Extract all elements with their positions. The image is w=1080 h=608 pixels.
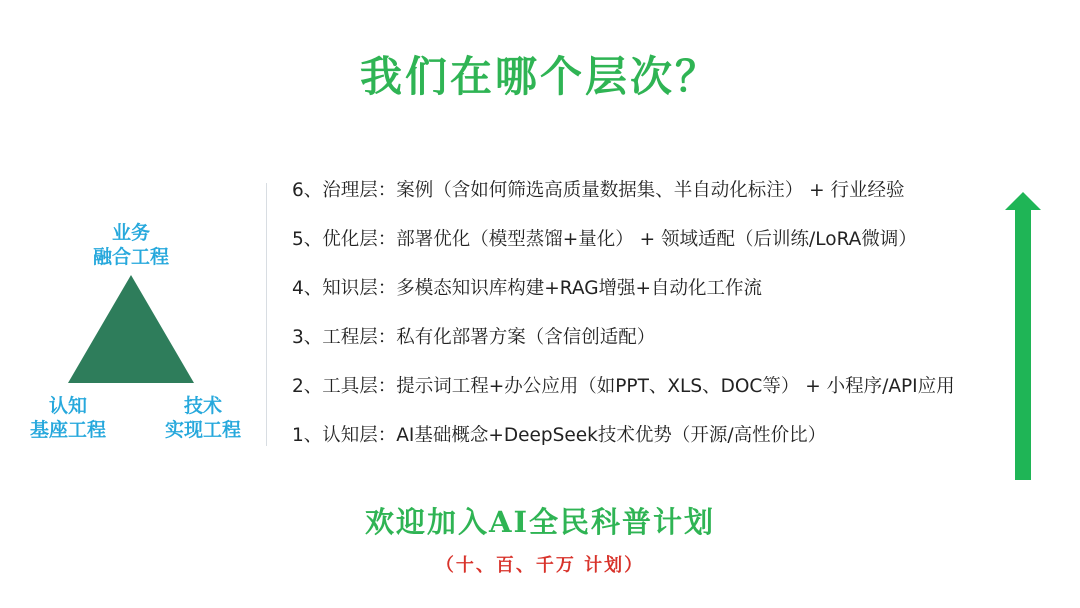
triangle-bottom-right-line2: 实现工程 [164,419,241,441]
level-item-3: 3、工程层：私有化部署方案（含信创适配） [292,327,656,348]
triangle-bottom-right-line1: 技术 [183,395,222,417]
cta-subtitle: （十、百、千万 计划） [435,555,645,576]
page-title: 我们在哪个层次？ [359,52,720,101]
triangle-top-line2: 融合工程 [92,246,169,268]
triangle-shape [68,275,194,383]
triangle-bottom-left-label [13,394,123,442]
triangle-bottom-left-line2: 基座工程 [29,419,106,441]
cta-headline: 欢迎加入AI全民科普计划 [364,505,716,539]
level-item-6: 6、治理层：案例（含如何筛选高质量数据集、半自动化标注） + 行业经验 [292,180,905,201]
triangle-bottom-right-label [148,394,258,442]
level-item-1: 1、认知层：AI基础概念+DeepSeek技术优势（开源/高性价比） [292,425,827,446]
up-arrow-icon [1003,190,1043,482]
pyramid-triangle [68,275,194,385]
level-item-4: 4、知识层：多模态知识库构建+RAG增强+自动化工作流 [292,278,763,299]
triangle-bottom-left-line1: 认知 [48,395,87,417]
triangle-top-line1: 业务 [111,222,150,244]
vertical-divider [266,183,267,446]
level-item-2: 2、工具层：提示词工程+办公应用（如PPT、XLS、DOC等） + 小程序/API应用 [292,376,955,397]
triangle-top-label [76,221,186,269]
level-list [292,176,955,470]
level-item-5: 5、优化层：部署优化（模型蒸馏+量化） + 领域适配（后训练/LoRA微调） [292,229,917,250]
